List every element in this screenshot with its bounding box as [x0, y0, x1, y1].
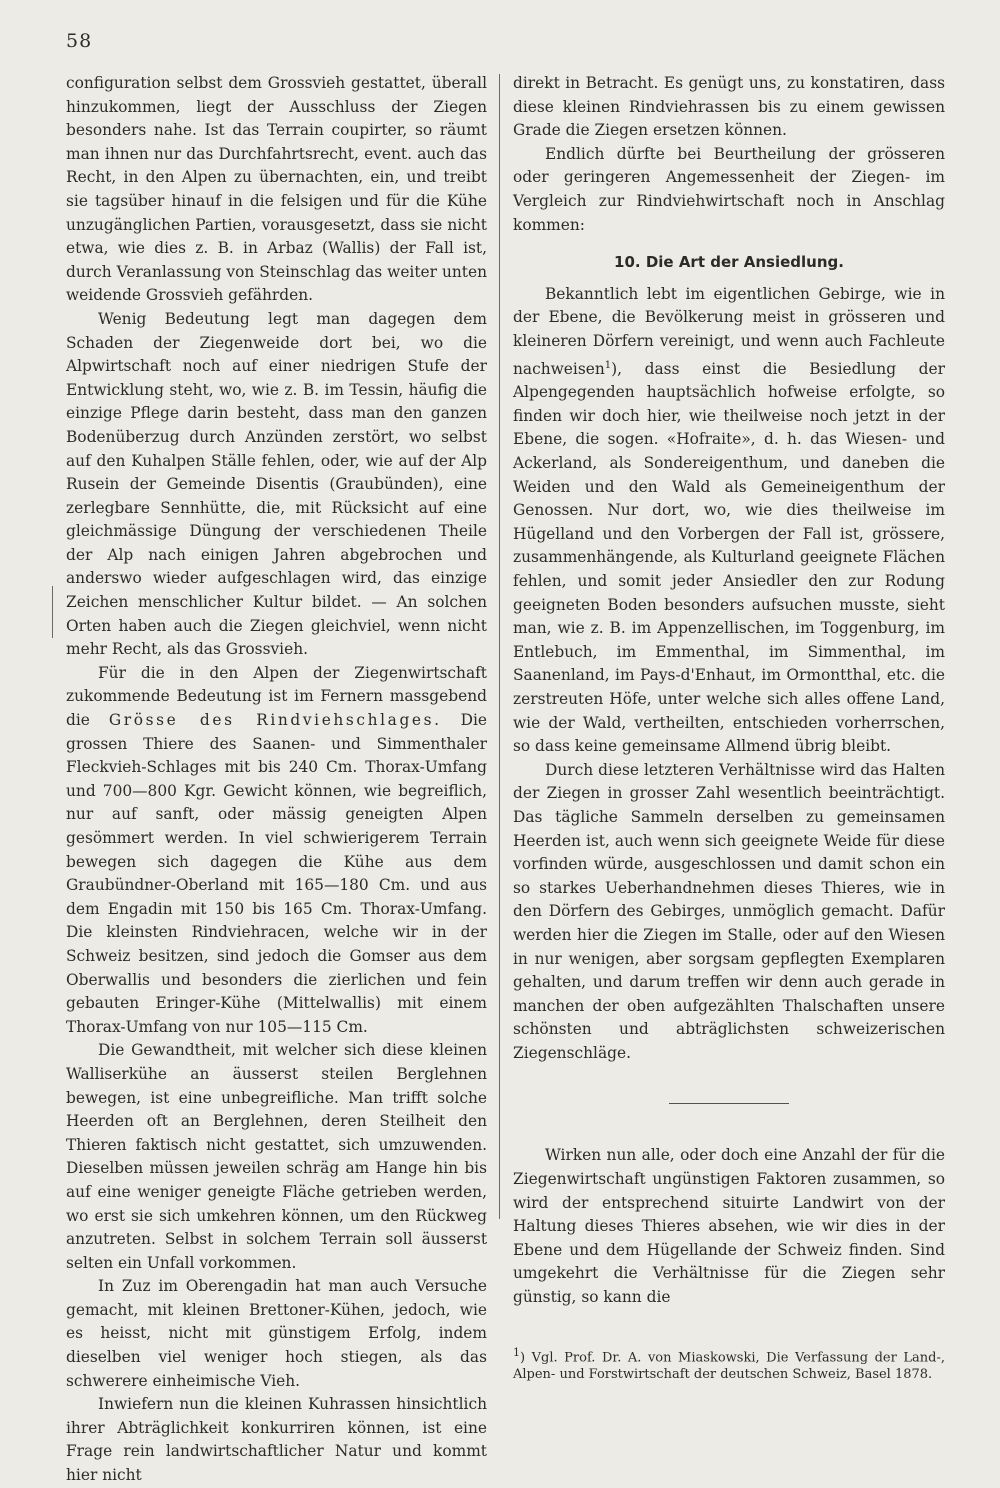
left-paragraph-6: Inwiefern nun die kleinen Kuhrassen hinsichtlich ihrer Abträglichkeit konkurriren können, ist eine Frage rein landwirtschaftlicher Natur und kommt hier nicht	[66, 1395, 487, 1485]
right-paragraph-3-b: ), dass einst die Besiedlung der Alpengegenden hauptsächlich hofweise erfolgte, so finden wir doch hier, wie theilweise noch jetzt in der Ebene, die sogen. «Hofraite», d. h. das Wiesen- und Ackerland, als Sondereigenthum, und daneben die Weiden und den Wald als Gemeineigenthum der Genossen. Nur dort, wo, wie dies theilweise im Hügelland und den Vorbergen der Fall ist, grössere, zusammenhängende, als Kulturland geeignete Flächen fehlen, und somit jeder Ansiedler den zur Rodung geeigneten Boden besonders aufsuchen musste, sieht man, wie z. B. im Appenzellischen, im Toggenburg, im Entlebuch, im Emmenthal, im Simmenthal, im Saanenland, im Pays-d'Enhaut, im Ormontthal, etc. die zerstreuten Höfe, unter welche sich alles offene Land, wie der Wald, vertheilten, entschieden vorherrschen, so dass keine gemeinsame Allmend übrig bleibt.	[513, 359, 945, 756]
right-paragraph-4: Durch diese letzteren Verhältnisse wird das Halten der Ziegen in grosser Zahl wesentlich beeinträchtigt. Das tägliche Sammeln derselben zu gemeinsamen Heerden ist, auch wenn sich geeignete Weide für diese vorfinden würde, ausgeschlossen und damit schon ein so starkes Ueberhandnehmen dieses Thieres, wie in den Dörfern des Gebirges, unmöglich gemacht. Dafür werden hier die Ziegen im Stalle, oder auf den Wiesen in nur wenigen, aber sorgsam gepflegten Exemplaren gehalten, und darum treffen wir denn auch gerade in manchen der oben aufgezählten Thalschaften unsere schönsten und abträglichsten schweizerischen Ziegenschläge.	[513, 760, 945, 1062]
left-paragraph-3-rest: Die grossen Thiere des Saanen- und Simmenthaler Fleckvieh-Schlages mit bis 240 Cm. Thorax-Umfang und 700—800 Kgr. Gewicht können, wie begreiflich, nur auf sanft, oder mässig geneigten Alpen gesömmert werden. In viel schwierigerem Terrain bewegen sich dagegen die Kühe aus dem Graubündner-Oberland mit 165—180 Cm. und aus dem Engadin mit 150 bis 165 Cm. Thorax-Umfang. Die kleinsten Rindviehracen, welche wir in der Schweiz besitzen, sind jedoch die Gomser aus dem Oberwallis und besonders die zierlichen und fein gebauten Eringer-Kühe (Mittelwallis) mit einem Thorax-Umfang von nur 105—115 Cm.	[66, 711, 487, 1036]
emphasized-term: Grösse des Rindviehschlages.	[108, 711, 442, 730]
footnote-mark: 1	[513, 1345, 520, 1359]
right-paragraph-5: Wirken nun alle, oder doch eine Anzahl der für die Ziegenwirtschaft ungünstigen Faktoren zusammen, so wird der entsprechend situirte Landwirt von der Haltung dieses Thieres absehen, wie wir dies in der Ebene und dem Hügellande der Schweiz finden. Sind umgekehrt die Verhältnisse für die Ziegen sehr günstig, so kann die	[513, 1146, 945, 1307]
footnote-reference: 1	[604, 359, 612, 371]
right-paragraph-1: direkt in Betracht. Es genügt uns, zu konstatiren, dass diese kleinen Rindviehrassen bis zu einem gewissen Grade die Ziegen ersetzen können.	[513, 74, 945, 140]
page-number: 58	[66, 30, 93, 52]
section-separator	[669, 1103, 789, 1104]
left-paragraph-2: Wenig Bedeutung legt man dagegen dem Schaden der Ziegenweide dort bei, wo die Alpwirtschaft noch auf einer niedrigen Stufe der Entwicklung steht, wo, wie z. B. im Tessin, häufig die einzige Pflege darin besteht, dass man den ganzen Bodenüberzug durch Anzünden zerstört, wo selbst auf den Kuhalpen Ställe fehlen, oder, wie auf der Alp Rusein der Gemeinde Disentis (Graubünden), eine zerlegbare Sennhütte, die, mit Rücksicht auf eine gleichmässige Düngung der verschiedenen Theile der Alp nach einigen Jahren abgebrochen und anderswo wieder aufgeschlagen wird, das einzige Zeichen menschlicher Kultur bildet. — An solchen Orten haben auch die Ziegen gleichviel, wenn nicht mehr Recht, als das Grossvieh.	[66, 309, 487, 659]
left-paragraph-1: configuration selbst dem Grossvieh gestattet, überall hinzukommen, liegt der Ausschluss der Ziegen besonders nahe. Ist das Terrain coupirter, so räumt man ihnen nur das Durchfahrtsrecht, event. auch das Recht, in den Alpen zu übernachten, ein, und treibt sie tagsüber hinauf in die felsigen und für die Kühe unzugänglichen Partien, vorausgesetzt, dass sie nicht etwa, wie dies z. B. in Arbaz (Wallis) der Fall ist, durch Veranlassung von Steinschlag das weiter unten weidende Grossvieh gefährden.	[66, 74, 487, 305]
right-paragraph-3	[513, 283, 945, 759]
left-paragraph-3-start: Für die in den Alpen der Ziegenwirtschaft zukommende Bedeutung ist im Fernern massgebend die	[66, 663, 487, 730]
right-column	[513, 72, 945, 1383]
left-paragraph-3	[66, 662, 487, 1040]
right-paragraph-2: Endlich dürfte bei Beurtheilung der grösseren oder geringeren Angemessenheit der Ziegen- im Vergleich zur Rindviehwirtschaft noch in Anschlag kommen:	[513, 144, 945, 234]
section-heading: 10. Die Art der Ansiedlung.	[614, 253, 844, 272]
left-paragraph-4: Die Gewandtheit, mit welcher sich diese kleinen Walliserkühe an äusserst steilen Berglehnen bewegen, ist eine unbegreifliche. Man trifft solche Heerden oft an Berglehnen, deren Steilheit den Thieren faktisch nicht gestattet, sich umzuwenden. Dieselben müssen jeweilen schräg am Hange hin bis auf eine weniger geneigte Fläche getrieben werden, wo erst sie sich umkehren können, um den Rückweg anzutreten. Selbst in solchem Terrain soll äusserst selten ein Unfall vorkommen.	[66, 1041, 487, 1272]
margin-mark	[52, 586, 53, 638]
footnote-text: ) Vgl. Prof. Dr. A. von Miaskowski, Die Verfassung der Land-, Alpen- und Forstwirtschaft der deutschen Schweiz, Basel 1878.	[513, 1349, 945, 1382]
column-divider	[499, 74, 500, 1219]
left-column	[66, 72, 487, 1488]
left-paragraph-5: In Zuz im Oberengadin hat man auch Versuche gemacht, mit kleinen Brettoner-Kühen, jedoch, wie es heisst, nicht mit günstigem Erfolg, indem dieselben viel weniger hoch stiegen, als das schwerere einheimische Vieh.	[66, 1277, 487, 1390]
right-paragraph-3-a: Bekanntlich lebt im eigentlichen Gebirge, wie in der Ebene, die Bevölkerung meist in grösseren und kleineren Dörfern vereinigt, und wenn auch Fachleute nachweisen	[513, 284, 945, 378]
footnote	[513, 1344, 945, 1383]
